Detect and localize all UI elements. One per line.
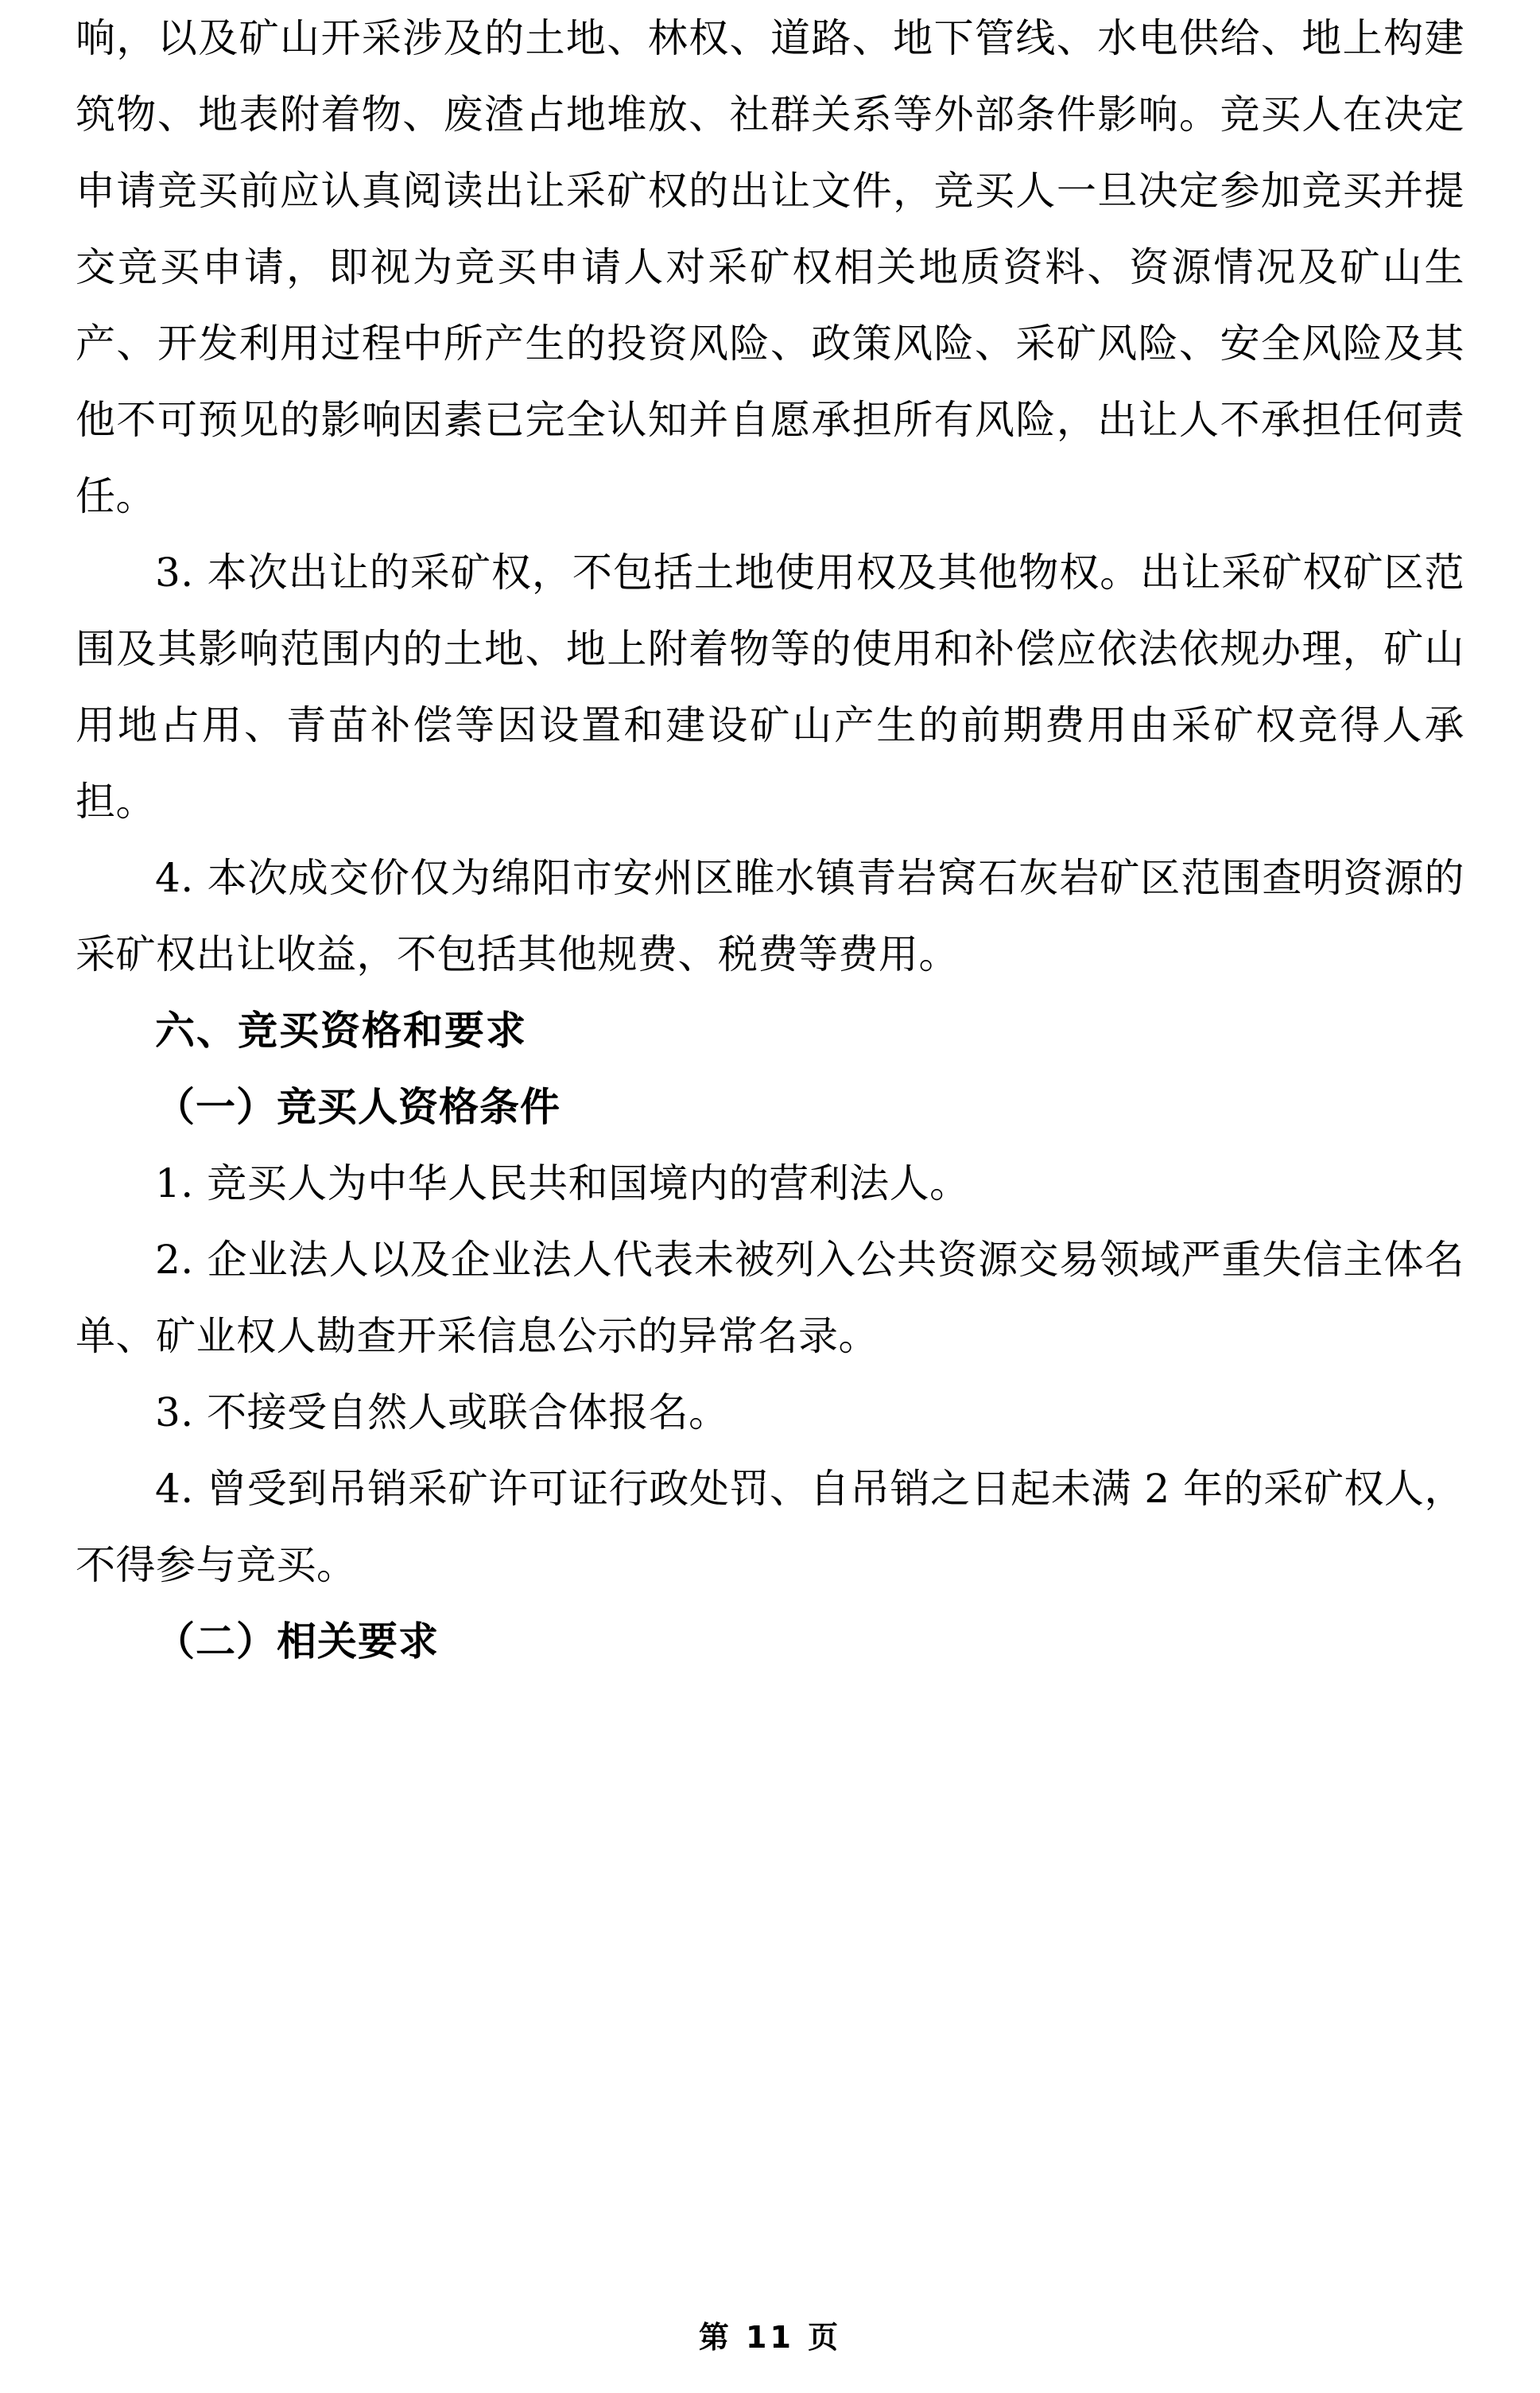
paragraph-item-3: 3. 本次出让的采矿权，不包括土地使用权及其他物权。出让采矿权矿区范围及其影响范围内的土地、地上附着物等的使用和补偿应依法依规办理，矿山用地占用、青苗补偿等因设置和建设矿山产生的前期费用由采矿权竞得人承担。 xyxy=(76,550,1464,825)
subsection-heading-two: （二）相关要求 xyxy=(155,1618,439,1665)
subsection-heading-one: （一）竞买人资格条件 xyxy=(155,1084,561,1130)
document-body xyxy=(76,0,1464,1680)
paragraph-qualification-2: 2. 企业法人以及企业法人代表未被列入公共资源交易领域严重失信主体名单、矿业权人勘查开采信息公示的异常名录。 xyxy=(76,1237,1464,1359)
paragraph-item-4: 4. 本次成交价仅为绵阳市安州区睢水镇青岩窝石灰岩矿区范围查明资源的采矿权出让收益，不包括其他规费、税费等费用。 xyxy=(76,855,1464,977)
paragraph-qualification-3: 3. 不接受自然人或联合体报名。 xyxy=(155,1389,729,1435)
page-footer: 第 11 页 xyxy=(698,2320,842,2355)
paragraph-qualification-4: 4. 曾受到吊销采矿许可证行政处罚、自吊销之日起未满 2 年的采矿权人，不得参与竞买。 xyxy=(76,1466,1464,1588)
paragraph-continued: 响，以及矿山开采涉及的土地、林权、道路、地下管线、水电供给、地上构建筑物、地表附着物、废渣占地堆放、社群关系等外部条件影响。竞买人在决定申请竞买前应认真阅读出让采矿权的出让文件，竞买人一旦决定参加竞买并提交竞买申请，即视为竞买申请人对采矿权相关地质资料、资源情况及矿山生产、开发利用过程中所产生的投资风险、政策风险、采矿风险、安全风险及其他不可预见的影响因素已完全认知并自愿承担所有风险，出让人不承担任何责任。 xyxy=(76,15,1464,519)
paragraph-qualification-1: 1. 竞买人为中华人民共和国境内的营利法人。 xyxy=(155,1160,970,1206)
section-heading-six: 六、竞买资格和要求 xyxy=(155,1008,527,1054)
